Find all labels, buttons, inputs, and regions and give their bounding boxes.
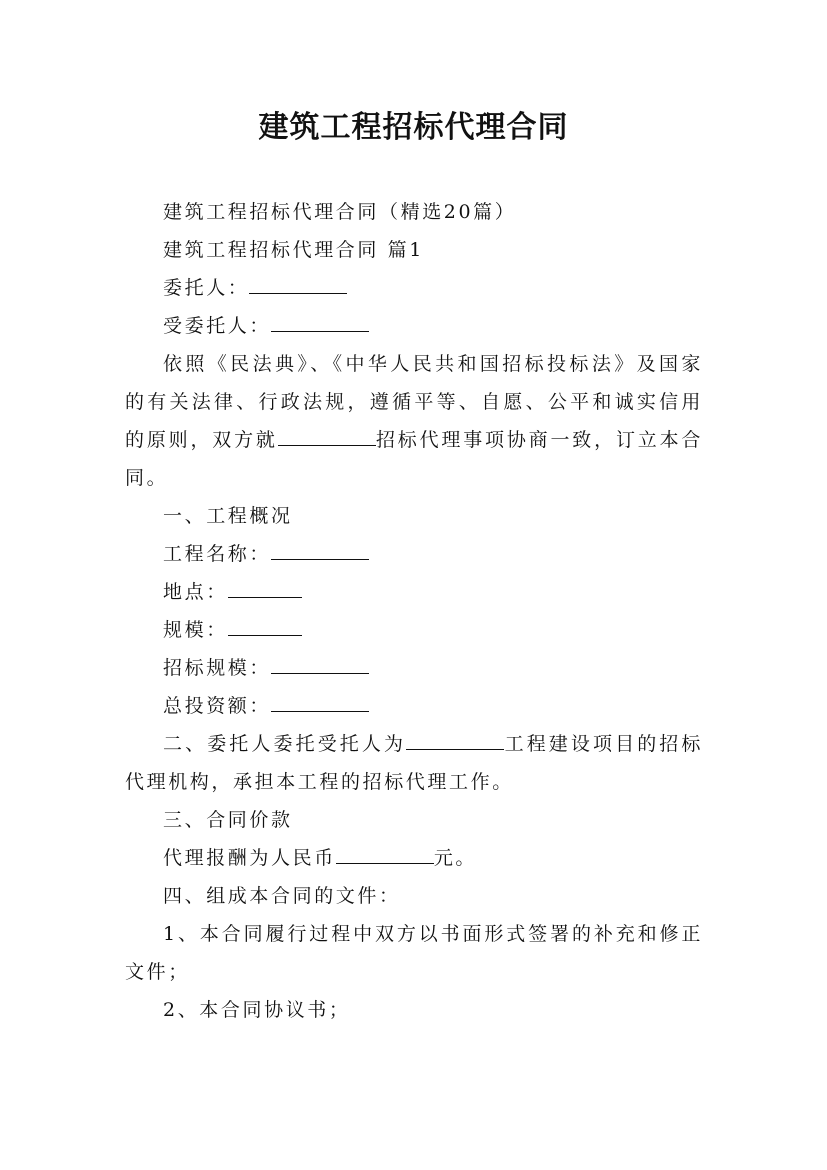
location-label: 地点： [163, 581, 228, 603]
bid-scale-blank [271, 651, 369, 674]
client-blank [249, 271, 347, 294]
section4-heading-text: 四、组成本合同的文件： [163, 885, 401, 907]
project-blank [278, 423, 376, 446]
scale-line [125, 611, 703, 649]
intro-text-before: 依照《民法典》、《中华人民共和国招标投标法》及国家的有关法律、行政法规，遵循平等、自愿、公平和诚实信用的原则，双方就 [125, 353, 703, 451]
project-name-blank [271, 537, 369, 560]
section1-heading-text: 一、工程概况 [163, 505, 293, 527]
fee-blank [336, 841, 434, 864]
location-blank [228, 575, 302, 598]
document-title: 建筑工程招标代理合同 [258, 110, 569, 145]
chapter-line [125, 231, 703, 269]
fee-line [125, 839, 703, 877]
client-line [125, 269, 703, 307]
intro-paragraph [125, 345, 703, 497]
section3-heading-text: 三、合同价款 [163, 809, 293, 831]
agent-label: 受委托人： [163, 315, 272, 337]
intro-text-after: 招标代理事项协商一致，订立本合同。 [125, 429, 703, 489]
subtitle-line [125, 193, 703, 231]
section2-paragraph [125, 725, 703, 801]
bid-scale-line [125, 649, 703, 687]
scale-blank [228, 613, 302, 636]
total-investment-line [125, 687, 703, 725]
total-investment-blank [271, 689, 369, 712]
bid-scale-label: 招标规模： [163, 657, 272, 679]
client-label: 委托人： [163, 277, 250, 299]
section2-text-before: 二、委托人委托受托人为 [163, 733, 407, 755]
project-name-line [125, 535, 703, 573]
section1-heading [125, 497, 703, 535]
fee-text-after: 元。 [433, 847, 478, 869]
item2-paragraph [125, 991, 703, 1029]
chapter-text: 建筑工程招标代理合同 篇1 [163, 239, 424, 261]
fee-text-before: 代理报酬为人民币 [163, 847, 336, 869]
location-line [125, 573, 703, 611]
section2-text-after: 工程建设项目的招标代理机构，承担本工程的招标代理工作。 [125, 733, 703, 793]
agent-blank [271, 309, 369, 332]
subtitle-text: 建筑工程招标代理合同（精选20篇） [163, 201, 517, 223]
section2-blank [406, 727, 504, 750]
document-body [125, 193, 703, 1029]
item1-text: 1、本合同履行过程中双方以书面形式签署的补充和修正文件； [125, 923, 703, 983]
project-name-label: 工程名称： [163, 543, 272, 565]
agent-line [125, 307, 703, 345]
section3-heading [125, 801, 703, 839]
item2-text: 2、本合同协议书； [163, 999, 351, 1021]
total-investment-label: 总投资额： [163, 695, 272, 717]
scale-label: 规模： [163, 619, 228, 641]
item1-paragraph [125, 915, 703, 991]
section4-heading [125, 877, 703, 915]
